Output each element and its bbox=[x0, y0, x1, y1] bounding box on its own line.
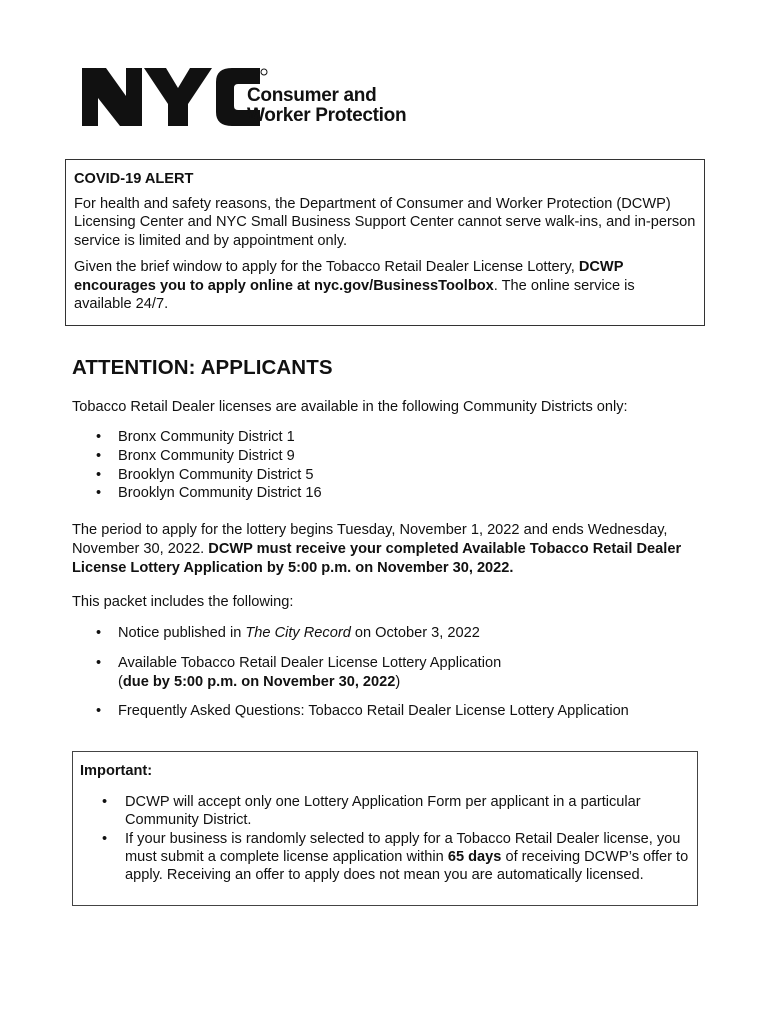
list-item: • Brooklyn Community District 5 bbox=[72, 466, 322, 485]
list-item bbox=[80, 830, 689, 885]
important-item-2-suffix: of receiving DCWP’s offer to apply. Receiving an offer to apply does not mean you are automatically licensed. bbox=[125, 848, 689, 884]
period-text: The period to apply for the lottery begins Tuesday, November 1, 2022 and ends Wednesday, November 30, 2022. bbox=[72, 522, 668, 557]
application-period bbox=[72, 521, 712, 577]
covid-alert-p2-suffix: . The online service is available 24/7. bbox=[74, 277, 635, 312]
packet-item-2-open: ( bbox=[118, 673, 123, 690]
logo-letter-n bbox=[82, 68, 142, 126]
districts-intro: Tobacco Retail Dealer licenses are available in the following Community Districts only: bbox=[72, 399, 628, 415]
list-item: • Bronx Community District 1 bbox=[72, 428, 322, 447]
page-heading: ATTENTION: APPLICANTS bbox=[72, 356, 333, 379]
period-deadline: DCWP must receive your completed Available Tobacco Retail Dealer License Lottery Application by 5:00 p.m. on November 30, 2022. bbox=[72, 540, 682, 576]
covid-alert-title: COVID-19 ALERT bbox=[74, 171, 194, 187]
agency-name bbox=[247, 86, 406, 126]
covid-alert-p2-prefix: Given the brief window to apply for the Tobacco Retail Dealer License Lottery, bbox=[74, 259, 579, 275]
packet-list bbox=[72, 624, 712, 732]
covid-alert-box bbox=[65, 159, 705, 326]
packet-item-1-prefix: Notice published in bbox=[118, 625, 246, 641]
list-item bbox=[72, 654, 712, 692]
packet-item-2-close: ) bbox=[395, 673, 401, 690]
agency-line-1: Consumer and bbox=[247, 85, 377, 106]
packet-item-1-suffix: on October 3, 2022 bbox=[350, 625, 480, 641]
packet-intro: This packet includes the following: bbox=[72, 594, 294, 610]
district-list bbox=[72, 428, 322, 503]
logo-letter-y bbox=[144, 68, 212, 126]
important-box bbox=[72, 751, 698, 906]
covid-alert-paragraph-2 bbox=[74, 258, 696, 314]
list-item: • Bronx Community District 9 bbox=[72, 447, 322, 466]
packet-item-2-line-1: Available Tobacco Retail Dealer License Lottery Application bbox=[118, 654, 502, 671]
list-item: • Frequently Asked Questions: Tobacco Retail Dealer License Lottery Application bbox=[72, 702, 712, 721]
registered-mark-icon bbox=[261, 69, 267, 75]
important-item-2-prefix: If your business is randomly selected to apply for a Tobacco Retail Dealer license, you must submit a complete license application within bbox=[125, 830, 681, 865]
covid-alert-paragraph-1: For health and safety reasons, the Department of Consumer and Worker Protection (DCWP) Licensing Center and NYC Small Business Support Center cannot serve walk-ins, and in-person service is limited and by appointment only. bbox=[74, 195, 696, 249]
packet-item-2-bold: due by 5:00 p.m. on November 30, 2022 bbox=[122, 673, 396, 690]
important-title: Important: bbox=[80, 763, 153, 779]
list-item bbox=[72, 624, 712, 643]
list-item: • Brooklyn Community District 16 bbox=[72, 484, 322, 503]
agency-line-2: Worker Protection bbox=[247, 105, 407, 126]
important-item-2-bold: 65 days bbox=[447, 848, 502, 865]
covid-alert-p2-bold: DCWP encourages you to apply online at nyc.gov/BusinessToolbox bbox=[74, 259, 624, 294]
list-item: • DCWP will accept only one Lottery Application Form per applicant in a particular Community District. bbox=[80, 793, 689, 829]
packet-item-1-italic: The City Record bbox=[245, 625, 351, 641]
important-list bbox=[80, 793, 689, 884]
